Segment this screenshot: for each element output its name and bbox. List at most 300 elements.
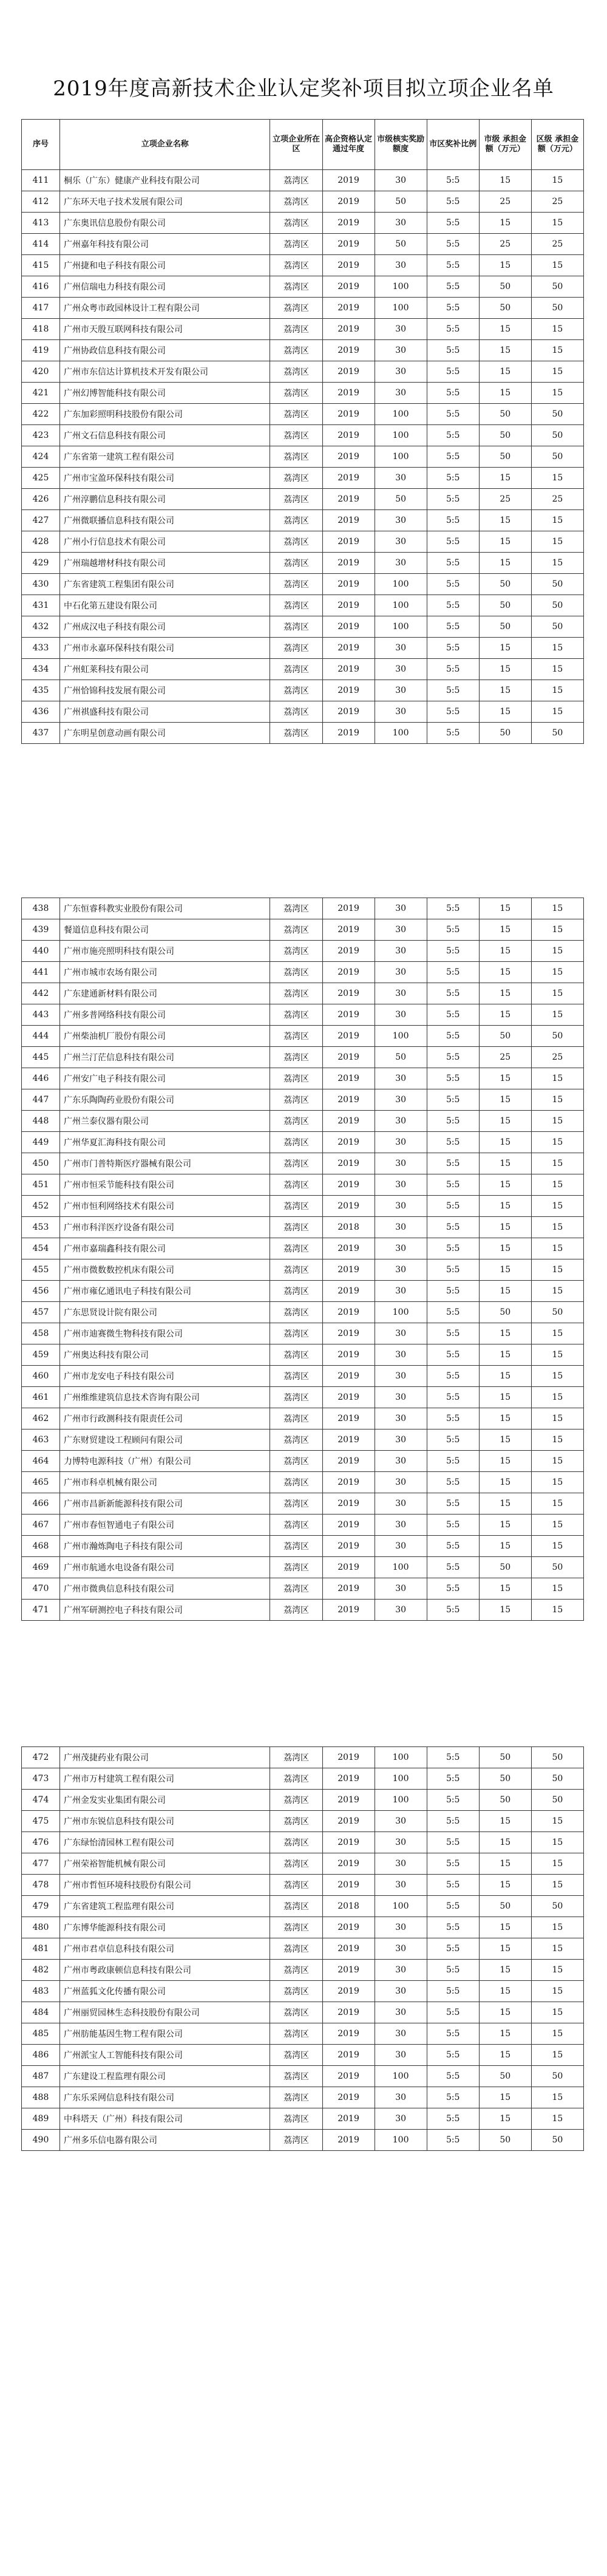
cell-city-share: 15 xyxy=(479,1451,531,1472)
cell-seq: 473 xyxy=(22,1768,60,1790)
cell-district-share: 15 xyxy=(531,1981,583,2002)
table-row xyxy=(22,319,584,340)
cell-city-award: 30 xyxy=(375,1281,427,1302)
cell-year: 2018 xyxy=(322,1217,375,1238)
cell-year: 2019 xyxy=(322,1747,375,1768)
cell-company-name: 广州市施亮照明科技有限公司 xyxy=(59,941,270,962)
cell-district: 荔湾区 xyxy=(270,510,322,531)
cell-seq: 437 xyxy=(22,723,60,744)
cell-ratio: 5:5 xyxy=(427,1089,479,1111)
cell-year: 2019 xyxy=(322,2108,375,2130)
cell-district-share: 50 xyxy=(531,1557,583,1578)
cell-city-award: 30 xyxy=(375,1004,427,1026)
cell-city-award: 50 xyxy=(375,489,427,510)
cell-city-share: 15 xyxy=(479,255,531,276)
table-row xyxy=(22,1981,584,2002)
cell-seq: 433 xyxy=(22,638,60,659)
cell-city-share: 15 xyxy=(479,1472,531,1493)
table-row xyxy=(22,2087,584,2108)
cell-ratio: 5:5 xyxy=(427,191,479,213)
cell-company-name: 广东建设工程监理有限公司 xyxy=(59,2066,270,2087)
cell-year: 2019 xyxy=(322,1026,375,1047)
cell-district: 荔湾区 xyxy=(270,2002,322,2023)
cell-city-share: 15 xyxy=(479,1132,531,1153)
cell-company-name: 广州市东锐信息科技有限公司 xyxy=(59,1811,270,1832)
cell-company-name: 广东恒睿科教实业股份有限公司 xyxy=(59,898,270,919)
cell-company-name: 广州市永嘉环保科技有限公司 xyxy=(59,638,270,659)
table-row xyxy=(22,170,584,191)
cell-seq: 424 xyxy=(22,446,60,468)
cell-city-award: 30 xyxy=(375,701,427,723)
cell-seq: 485 xyxy=(22,2023,60,2045)
cell-district: 荔湾区 xyxy=(270,1557,322,1578)
cell-city-award: 30 xyxy=(375,510,427,531)
cell-company-name: 力博特电源科技（广州）有限公司 xyxy=(59,1451,270,1472)
cell-district: 荔湾区 xyxy=(270,276,322,298)
cell-company-name: 广州军研测控电子科技有限公司 xyxy=(59,1600,270,1621)
cell-company-name: 广州多乐信电器有限公司 xyxy=(59,2130,270,2151)
cell-ratio: 5:5 xyxy=(427,170,479,191)
cell-seq: 428 xyxy=(22,531,60,553)
cell-company-name: 广州丽贸园林生态科技股份有限公司 xyxy=(59,2002,270,2023)
document-title: 2019年度高新技术企业认定奖补项目拟立项企业名单 xyxy=(53,77,554,101)
cell-district-share: 50 xyxy=(531,298,583,319)
cell-district-share: 15 xyxy=(531,1536,583,1557)
cell-city-award: 30 xyxy=(375,1068,427,1089)
cell-seq: 442 xyxy=(22,983,60,1004)
table-row xyxy=(22,1832,584,1853)
cell-city-award: 30 xyxy=(375,1217,427,1238)
table-row xyxy=(22,1132,584,1153)
cell-seq: 416 xyxy=(22,276,60,298)
cell-seq: 454 xyxy=(22,1238,60,1259)
cell-ratio: 5:5 xyxy=(427,404,479,425)
cell-city-award: 100 xyxy=(375,616,427,638)
cell-city-share: 15 xyxy=(479,1515,531,1536)
cell-company-name: 广东加彩照明科技股份有限公司 xyxy=(59,404,270,425)
cell-city-share: 15 xyxy=(479,1259,531,1281)
cell-company-name: 广东绿怡清园林工程有限公司 xyxy=(59,1832,270,1853)
cell-ratio: 5:5 xyxy=(427,1981,479,2002)
cell-seq: 435 xyxy=(22,680,60,701)
cell-company-name: 广州市宝盈环保科技有限公司 xyxy=(59,468,270,489)
table-row xyxy=(22,191,584,213)
cell-seq: 460 xyxy=(22,1366,60,1387)
cell-district-share: 15 xyxy=(531,941,583,962)
cell-city-share: 15 xyxy=(479,941,531,962)
table-row xyxy=(22,361,584,383)
cell-year: 2019 xyxy=(322,170,375,191)
cell-city-share: 15 xyxy=(479,1578,531,1600)
cell-year: 2019 xyxy=(322,962,375,983)
cell-seq: 465 xyxy=(22,1472,60,1493)
cell-city-award: 100 xyxy=(375,595,427,616)
cell-district: 荔湾区 xyxy=(270,1323,322,1344)
cell-district-share: 15 xyxy=(531,2002,583,2023)
cell-city-share: 15 xyxy=(479,638,531,659)
cell-city-award: 30 xyxy=(375,1387,427,1408)
header-city-share: 市级 承担金额（万元） xyxy=(479,120,531,170)
cell-city-award: 30 xyxy=(375,553,427,574)
cell-district-share: 15 xyxy=(531,962,583,983)
cell-ratio: 5:5 xyxy=(427,531,479,553)
cell-city-share: 15 xyxy=(479,1281,531,1302)
cell-district: 荔湾区 xyxy=(270,616,322,638)
cell-ratio: 5:5 xyxy=(427,255,479,276)
cell-year: 2019 xyxy=(322,489,375,510)
cell-seq: 419 xyxy=(22,340,60,361)
cell-year: 2019 xyxy=(322,1366,375,1387)
cell-city-share: 15 xyxy=(479,1429,531,1451)
cell-year: 2019 xyxy=(322,2066,375,2087)
cell-seq: 463 xyxy=(22,1429,60,1451)
cell-city-share: 50 xyxy=(479,1302,531,1323)
cell-seq: 478 xyxy=(22,1875,60,1896)
table-row xyxy=(22,1004,584,1026)
cell-city-share: 15 xyxy=(479,1196,531,1217)
cell-year: 2019 xyxy=(322,446,375,468)
cell-ratio: 5:5 xyxy=(427,2023,479,2045)
cell-seq: 427 xyxy=(22,510,60,531)
cell-company-name: 桐乐（广东）健康产业科技有限公司 xyxy=(59,170,270,191)
cell-city-share: 50 xyxy=(479,595,531,616)
cell-company-name: 广州市嘉瑞鑫科技有限公司 xyxy=(59,1238,270,1259)
cell-city-award: 30 xyxy=(375,1323,427,1344)
cell-year: 2019 xyxy=(322,1089,375,1111)
cell-ratio: 5:5 xyxy=(427,898,479,919)
table-row xyxy=(22,1493,584,1515)
cell-city-award: 30 xyxy=(375,1832,427,1853)
cell-seq: 490 xyxy=(22,2130,60,2151)
cell-district-share: 15 xyxy=(531,1600,583,1621)
cell-city-award: 30 xyxy=(375,1429,427,1451)
cell-ratio: 5:5 xyxy=(427,1259,479,1281)
table-row xyxy=(22,983,584,1004)
cell-district: 荔湾区 xyxy=(270,1790,322,1811)
cell-district-share: 15 xyxy=(531,1132,583,1153)
cell-company-name: 广东建通新材料有限公司 xyxy=(59,983,270,1004)
cell-ratio: 5:5 xyxy=(427,383,479,404)
cell-district: 荔湾区 xyxy=(270,191,322,213)
cell-city-award: 30 xyxy=(375,170,427,191)
cell-district: 荔湾区 xyxy=(270,1493,322,1515)
cell-city-award: 100 xyxy=(375,404,427,425)
cell-company-name: 广州成汉电子科技有限公司 xyxy=(59,616,270,638)
cell-city-share: 15 xyxy=(479,1344,531,1366)
cell-city-award: 100 xyxy=(375,1896,427,1917)
cell-seq: 459 xyxy=(22,1344,60,1366)
table-row xyxy=(22,1536,584,1557)
cell-ratio: 5:5 xyxy=(427,962,479,983)
table-row xyxy=(22,1068,584,1089)
cell-district: 荔湾区 xyxy=(270,2066,322,2087)
cell-seq: 429 xyxy=(22,553,60,574)
cell-city-award: 30 xyxy=(375,1366,427,1387)
cell-city-share: 15 xyxy=(479,319,531,340)
cell-city-share: 15 xyxy=(479,2045,531,2066)
cell-city-award: 30 xyxy=(375,2023,427,2045)
cell-city-share: 50 xyxy=(479,446,531,468)
table-row xyxy=(22,1853,584,1875)
cell-company-name: 广东奥讯信息股份有限公司 xyxy=(59,213,270,234)
table-row xyxy=(22,1026,584,1047)
cell-ratio: 5:5 xyxy=(427,701,479,723)
cell-district-share: 15 xyxy=(531,319,583,340)
cell-district-share: 15 xyxy=(531,1259,583,1281)
table-row xyxy=(22,1238,584,1259)
cell-ratio: 5:5 xyxy=(427,1472,479,1493)
cell-district-share: 15 xyxy=(531,1174,583,1196)
table-row xyxy=(22,1047,584,1068)
cell-city-share: 15 xyxy=(479,701,531,723)
cell-seq: 487 xyxy=(22,2066,60,2087)
cell-city-share: 15 xyxy=(479,361,531,383)
cell-seq: 455 xyxy=(22,1259,60,1281)
cell-city-award: 100 xyxy=(375,446,427,468)
cell-district-share: 50 xyxy=(531,1768,583,1790)
table-row xyxy=(22,468,584,489)
cell-seq: 436 xyxy=(22,701,60,723)
table-row xyxy=(22,680,584,701)
cell-year: 2019 xyxy=(322,638,375,659)
cell-city-share: 15 xyxy=(479,2108,531,2130)
table-row xyxy=(22,1790,584,1811)
cell-company-name: 广东思贤设计院有限公司 xyxy=(59,1302,270,1323)
cell-city-award: 100 xyxy=(375,1747,427,1768)
cell-company-name: 广州肪能基因生物工程有限公司 xyxy=(59,2023,270,2045)
cell-seq: 468 xyxy=(22,1536,60,1557)
cell-city-share: 25 xyxy=(479,1047,531,1068)
cell-ratio: 5:5 xyxy=(427,1938,479,1960)
cell-seq: 430 xyxy=(22,574,60,595)
table-row xyxy=(22,234,584,255)
table-row xyxy=(22,1174,584,1196)
cell-district: 荔湾区 xyxy=(270,361,322,383)
cell-year: 2019 xyxy=(322,1768,375,1790)
cell-district-share: 15 xyxy=(531,1217,583,1238)
cell-district-share: 15 xyxy=(531,340,583,361)
cell-company-name: 广州金发实业集团有限公司 xyxy=(59,1790,270,1811)
cell-company-name: 广州市昌新新能源科技有限公司 xyxy=(59,1493,270,1515)
cell-year: 2019 xyxy=(322,255,375,276)
cell-district-share: 15 xyxy=(531,983,583,1004)
cell-city-award: 30 xyxy=(375,1536,427,1557)
cell-city-share: 15 xyxy=(479,1938,531,1960)
cell-district: 荔湾区 xyxy=(270,2130,322,2151)
cell-city-share: 15 xyxy=(479,1536,531,1557)
cell-district-share: 15 xyxy=(531,638,583,659)
cell-company-name: 广州市科洋医疗设备有限公司 xyxy=(59,1217,270,1238)
cell-company-name: 广州市君卓信息科技有限公司 xyxy=(59,1938,270,1960)
cell-ratio: 5:5 xyxy=(427,1832,479,1853)
cell-city-share: 15 xyxy=(479,1832,531,1853)
cell-ratio: 5:5 xyxy=(427,2087,479,2108)
cell-ratio: 5:5 xyxy=(427,1344,479,1366)
cell-district: 荔湾区 xyxy=(270,531,322,553)
cell-district: 荔湾区 xyxy=(270,1366,322,1387)
cell-city-award: 30 xyxy=(375,2087,427,2108)
cell-city-share: 15 xyxy=(479,680,531,701)
cell-company-name: 广州市东信达计算机技术开发有限公司 xyxy=(59,361,270,383)
cell-district-share: 50 xyxy=(531,616,583,638)
cell-city-award: 30 xyxy=(375,1259,427,1281)
cell-district: 荔湾区 xyxy=(270,255,322,276)
cell-city-award: 30 xyxy=(375,962,427,983)
cell-seq: 453 xyxy=(22,1217,60,1238)
cell-city-share: 15 xyxy=(479,510,531,531)
header-ratio: 市区奖补比例 xyxy=(427,120,479,170)
cell-city-award: 30 xyxy=(375,319,427,340)
table-row xyxy=(22,1217,584,1238)
cell-district: 荔湾区 xyxy=(270,574,322,595)
table-row xyxy=(22,298,584,319)
table-row xyxy=(22,1515,584,1536)
cell-seq: 489 xyxy=(22,2108,60,2130)
cell-ratio: 5:5 xyxy=(427,446,479,468)
cell-district-share: 15 xyxy=(531,2045,583,2066)
cell-company-name: 广州市春恒智通电子有限公司 xyxy=(59,1515,270,1536)
cell-company-name: 广州市恒利网络技术有限公司 xyxy=(59,1196,270,1217)
cell-district-share: 15 xyxy=(531,1472,583,1493)
cell-city-award: 100 xyxy=(375,723,427,744)
cell-year: 2019 xyxy=(322,425,375,446)
cell-year: 2019 xyxy=(322,1981,375,2002)
cell-district-share: 15 xyxy=(531,1004,583,1026)
cell-district: 荔湾区 xyxy=(270,2045,322,2066)
cell-city-award: 50 xyxy=(375,1047,427,1068)
cell-district-share: 50 xyxy=(531,595,583,616)
cell-company-name: 广东省建筑工程集团有限公司 xyxy=(59,574,270,595)
table-row xyxy=(22,1768,584,1790)
cell-district: 荔湾区 xyxy=(270,1302,322,1323)
cell-year: 2019 xyxy=(322,1451,375,1472)
cell-district-share: 15 xyxy=(531,659,583,680)
cell-city-award: 30 xyxy=(375,1960,427,1981)
cell-district: 荔湾区 xyxy=(270,425,322,446)
cell-ratio: 5:5 xyxy=(427,1578,479,1600)
cell-year: 2019 xyxy=(322,2087,375,2108)
cell-district: 荔湾区 xyxy=(270,340,322,361)
cell-seq: 467 xyxy=(22,1515,60,1536)
cell-seq: 447 xyxy=(22,1089,60,1111)
cell-ratio: 5:5 xyxy=(427,1026,479,1047)
table-row xyxy=(22,425,584,446)
cell-city-share: 15 xyxy=(479,213,531,234)
cell-district-share: 15 xyxy=(531,383,583,404)
table-row xyxy=(22,941,584,962)
cell-district-share: 15 xyxy=(531,701,583,723)
cell-city-share: 15 xyxy=(479,1600,531,1621)
cell-ratio: 5:5 xyxy=(427,319,479,340)
cell-city-share: 25 xyxy=(479,191,531,213)
cell-ratio: 5:5 xyxy=(427,1790,479,1811)
cell-district-share: 50 xyxy=(531,425,583,446)
cell-district: 荔湾区 xyxy=(270,1238,322,1259)
cell-city-award: 30 xyxy=(375,983,427,1004)
cell-district-share: 15 xyxy=(531,1493,583,1515)
cell-district-share: 15 xyxy=(531,510,583,531)
cell-year: 2019 xyxy=(322,1344,375,1366)
cell-city-award: 100 xyxy=(375,574,427,595)
table-row xyxy=(22,595,584,616)
cell-district-share: 15 xyxy=(531,1089,583,1111)
cell-ratio: 5:5 xyxy=(427,1811,479,1832)
cell-city-share: 15 xyxy=(479,1004,531,1026)
cell-district-share: 15 xyxy=(531,1917,583,1938)
cell-district-share: 15 xyxy=(531,1281,583,1302)
cell-ratio: 5:5 xyxy=(427,2108,479,2130)
cell-seq: 477 xyxy=(22,1853,60,1875)
table-row xyxy=(22,1387,584,1408)
cell-ratio: 5:5 xyxy=(427,1323,479,1344)
cell-company-name: 广州市航通水电设备有限公司 xyxy=(59,1557,270,1578)
table-row xyxy=(22,1089,584,1111)
cell-district: 荔湾区 xyxy=(270,1281,322,1302)
cell-district: 荔湾区 xyxy=(270,1896,322,1917)
cell-ratio: 5:5 xyxy=(427,1451,479,1472)
cell-company-name: 广州市行政测科技有限责任公司 xyxy=(59,1408,270,1429)
cell-seq: 438 xyxy=(22,898,60,919)
cell-district: 荔湾区 xyxy=(270,1217,322,1238)
table-row xyxy=(22,1153,584,1174)
cell-district-share: 50 xyxy=(531,574,583,595)
table-row xyxy=(22,1281,584,1302)
cell-company-name: 餐道信息科技有限公司 xyxy=(59,919,270,941)
cell-company-name: 广州市万村建筑工程有限公司 xyxy=(59,1768,270,1790)
cell-seq: 440 xyxy=(22,941,60,962)
cell-district-share: 50 xyxy=(531,404,583,425)
cell-district: 荔湾区 xyxy=(270,1196,322,1217)
cell-company-name: 广州瑞越增材科技有限公司 xyxy=(59,553,270,574)
cell-district: 荔湾区 xyxy=(270,1578,322,1600)
cell-district-share: 15 xyxy=(531,255,583,276)
cell-city-share: 15 xyxy=(479,962,531,983)
cell-ratio: 5:5 xyxy=(427,276,479,298)
cell-seq: 441 xyxy=(22,962,60,983)
cell-city-award: 30 xyxy=(375,941,427,962)
cell-district-share: 15 xyxy=(531,1196,583,1217)
cell-year: 2019 xyxy=(322,383,375,404)
cell-city-award: 100 xyxy=(375,276,427,298)
cell-city-award: 30 xyxy=(375,468,427,489)
table-row xyxy=(22,276,584,298)
cell-year: 2019 xyxy=(322,680,375,701)
cell-seq: 418 xyxy=(22,319,60,340)
cell-district: 荔湾区 xyxy=(270,723,322,744)
cell-district-share: 15 xyxy=(531,1068,583,1089)
cell-district-share: 15 xyxy=(531,1238,583,1259)
cell-seq: 444 xyxy=(22,1026,60,1047)
cell-seq: 449 xyxy=(22,1132,60,1153)
cell-district: 荔湾区 xyxy=(270,919,322,941)
cell-district: 荔湾区 xyxy=(270,1344,322,1366)
cell-district: 荔湾区 xyxy=(270,1938,322,1960)
cell-district: 荔湾区 xyxy=(270,1875,322,1896)
cell-district: 荔湾区 xyxy=(270,962,322,983)
table-row xyxy=(22,616,584,638)
cell-city-share: 15 xyxy=(479,1917,531,1938)
cell-city-award: 30 xyxy=(375,1089,427,1111)
table-row xyxy=(22,2045,584,2066)
cell-company-name: 广州荣裕智能机械有限公司 xyxy=(59,1853,270,1875)
cell-city-award: 30 xyxy=(375,1515,427,1536)
cell-ratio: 5:5 xyxy=(427,468,479,489)
cell-year: 2019 xyxy=(322,1387,375,1408)
cell-company-name: 广州市微典信息科技有限公司 xyxy=(59,1578,270,1600)
cell-year: 2019 xyxy=(322,983,375,1004)
cell-city-award: 100 xyxy=(375,425,427,446)
cell-city-award: 30 xyxy=(375,680,427,701)
